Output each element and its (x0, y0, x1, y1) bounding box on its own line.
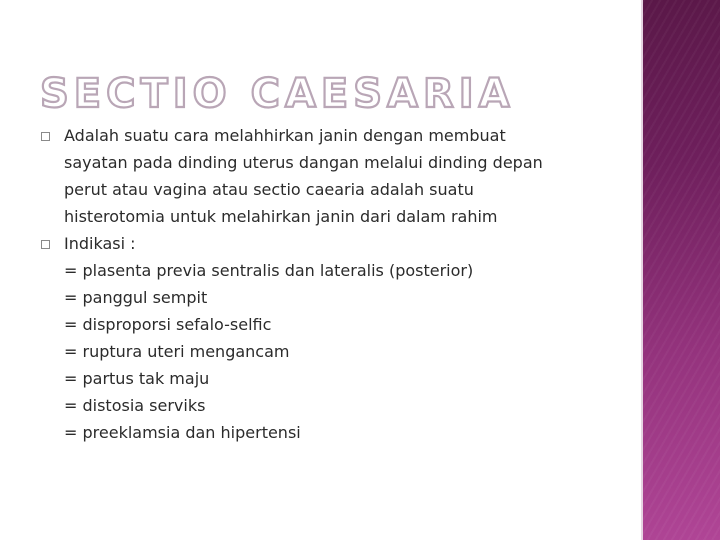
bullet-text-indikasi: Indikasi : (64, 234, 136, 253)
slide-title: SECTIO CAESARIA (40, 71, 515, 117)
indication-item: = partus tak maju (64, 369, 210, 388)
indication-item: = plasenta previa sentralis dan lateralis (posterior) (64, 261, 474, 280)
bullet-text-definition: Adalah suatu cara melahhirkan janin dengan membuat sayatan pada dinding uterus dangan melalui dinding depan perut atau vagina atau sectio caearia adalah suatu histerotomia untuk melahirkan janin dari dalam rahim (64, 126, 543, 226)
indication-item: = panggul sempit (64, 288, 208, 307)
checkbox-bullet-icon (41, 240, 50, 249)
checkbox-bullet-icon (41, 132, 50, 141)
indication-item: = disproporsi sefalo-selfic (64, 315, 272, 334)
bullet-item-definition (0, 122, 640, 230)
slide-content (0, 122, 640, 446)
indication-item: = distosia serviks (64, 396, 206, 415)
decorative-side-bar (643, 0, 720, 540)
bullet-item-indikasi (0, 230, 640, 257)
indication-item: = ruptura uteri mengancam (64, 342, 290, 361)
indication-item: = preeklamsia dan hipertensi (64, 423, 301, 442)
